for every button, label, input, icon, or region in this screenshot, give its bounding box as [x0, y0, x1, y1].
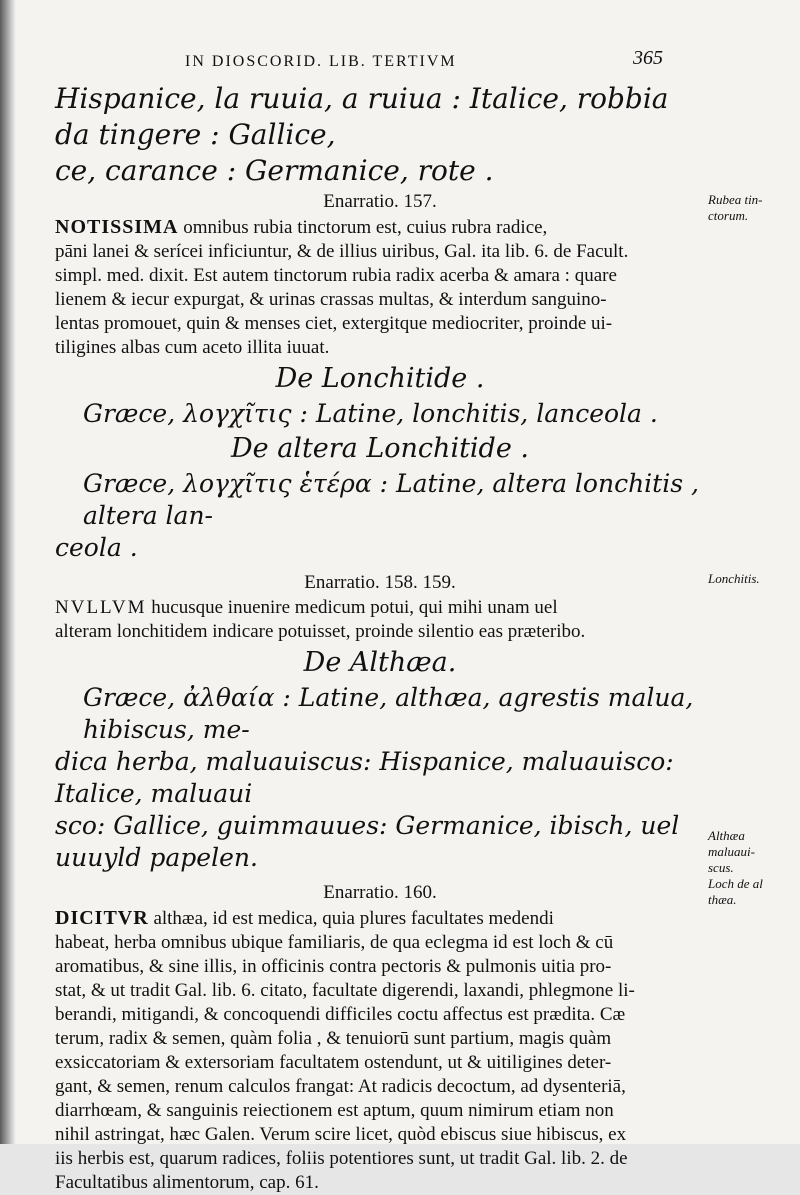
- paragraph-line: stat, & ut tradit Gal. lib. 6. citato, facultate digerendi, laxandi, phlegmone li-: [55, 980, 635, 1001]
- names-altera-lonchitis: Græce, λογχῖτις ἑτέρα : Latine, altera lonchitis , altera lan-: [83, 469, 699, 530]
- drop-caps-word: DICITVR: [55, 907, 149, 929]
- running-head: [55, 45, 705, 81]
- paragraph-line: DICITVR althæa, id est medica, quia plures facultates medendi: [55, 907, 554, 929]
- heading-althaea: De Althæa.: [303, 647, 457, 678]
- paragraph-line: habeat, herba omnibus ubique familiaris, de qua eclegma id est loch & cū: [55, 932, 614, 953]
- running-head-title: IN DIOSCORID. LIB. TERTIVM: [185, 53, 457, 70]
- paragraph-line: terum, radix & semen, quàm folia , & tenuiorū sunt partium, magis quàm: [55, 1028, 612, 1049]
- heading-lonchitide: De Lonchitide .: [275, 363, 485, 394]
- paragraph-line: lienem & iecur expurgat, & urinas crassas multas, & interdum sanguino-: [55, 289, 607, 310]
- enarratio-160: Enarratio. 160.: [323, 882, 437, 903]
- names-lonchitis: Græce, λογχῖτις : Latine, lonchitis, lanceola .: [83, 399, 658, 428]
- names-althaea-1: Græce, ἀλθαία : Latine, althæa, agrestis malua, hibiscus, me-: [83, 683, 694, 744]
- page-content: [55, 45, 705, 1195]
- paragraph-line: tiligines albas cum aceto illita iuuat.: [55, 337, 330, 358]
- paragraph-line: berandi, mitigandi, & concoquendi difficiles coctu affectus est prædita. Cæ: [55, 1004, 626, 1025]
- paragraph-line: lentas promouet, quin & menses ciet, extergitque mediocriter, proinde ui-: [55, 313, 613, 334]
- names-althaea-2: dica herba, maluauiscus: Hispanice, maluauisco: Italice, maluaui: [55, 747, 674, 808]
- drop-caps-word: NOTISSIMA: [55, 216, 179, 238]
- page-gutter: [0, 0, 16, 1144]
- names-line-2: ce, carance : Germanice, rote .: [55, 154, 494, 187]
- paragraph-line: gant, & semen, renum calculos frangat: At radicis decoctum, ad dysenteriā,: [55, 1076, 626, 1097]
- enarratio-157: Enarratio. 157.: [323, 191, 437, 212]
- paragraph-line: NOTISSIMA omnibus rubia tinctorum est, cuius rubra radice,: [55, 216, 548, 238]
- enarratio-158-159: Enarratio. 158. 159.: [304, 572, 456, 593]
- names-althaea-3: sco: Gallice, guimmauues: Germanice, ibisch, uel uuuyld papelen.: [55, 811, 680, 872]
- paragraph-line: simpl. med. dixit. Est autem tinctorum rubia radix acerba & amara : quare: [55, 265, 617, 286]
- paragraph-line: alteram lonchitidem indicare potuisset, proinde silentio eas præteribo.: [55, 621, 586, 642]
- margin-note-lonchitis: Lonchitis.: [708, 571, 760, 586]
- drop-caps-word: NVLLVM: [55, 597, 147, 618]
- paragraph-line: diarrhœam, & sanguinis reiectionem est aptum, quum nimirum etiam non: [55, 1100, 614, 1121]
- paragraph-line: iis herbis est, quarum radices, foliis potentiores sunt, ut tradit Gal. lib. 2. de: [55, 1148, 628, 1169]
- names-line-1: Hispanice, la ruuia, a ruiua : Italice, robbia da tingere : Gallice,: [55, 82, 669, 151]
- margin-note-rubea: Rubea tin- ctorum.: [708, 192, 763, 223]
- heading-altera-lonchitide: De altera Lonchitide .: [231, 433, 529, 464]
- paragraph-line: nihil astringat, hæc Galen. Verum scire licet, quòd ebiscus siue hibiscus, ex: [55, 1124, 627, 1145]
- page-number: 365: [633, 47, 663, 69]
- paragraph-line: aromatibus, & sine illis, in officinis contra pectoris & pulmonis uitia pro-: [55, 956, 612, 977]
- paragraph-line: Facultatibus alimentorum, cap. 61.: [55, 1172, 319, 1193]
- paragraph-line: NVLLVM hucusque inuenire medicum potui, qui mihi unam uel: [55, 597, 558, 618]
- paragraph-line: exsiccatoriam & extersoriam facultatem ostendunt, ut & uitiligines deter-: [55, 1052, 612, 1073]
- margin-note-althaea: Althæa maluaui- scus. Loch de al thæa.: [708, 828, 763, 907]
- paragraph-line: pāni lanei & serícei inficiuntur, & de illius uiribus, Gal. ita lib. 6. de Facult.: [55, 241, 629, 262]
- names-altera-lonchitis-cont: ceola .: [55, 533, 138, 562]
